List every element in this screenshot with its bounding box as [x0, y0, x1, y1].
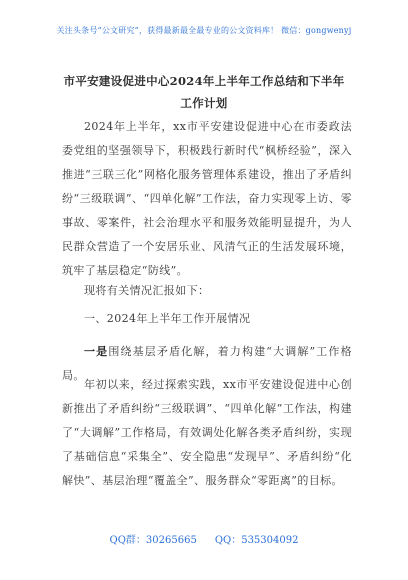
- intro-paragraph: 2024年上半年，xx市平安建设促进中心在市委政法委党组的坚强领导下，积极践行新时代“枫桥经验”，深入推进“三联三化”网格化服务管理体系建设，推出了矛盾纠纷“三级联调”、“四单化解”工作法，奋力实现零上访、零事故、零案件，社会治理水平和服务效能明显提升，为人民群众营造了一个安居乐业、风清气正的生活发展环境，筑牢了基层稳定“防线”。: [62, 120, 352, 277]
- subsection-lead: 一是: [84, 345, 109, 358]
- footer-contact: [0, 531, 408, 546]
- body-paragraph: 年初以来，经过探索实践，xx市平安建设促进中心创新推出了矛盾纠纷“三级联调”、“四单化解”工作法，构建了“大调解”工作格局，有效调处化解各类矛盾纠纷，实现了基础信息“采集全”、安全隐患“发现早”、矛盾纠纷“化解快”、基层治理“覆盖全”、服务群众“零距离”的目标。: [62, 378, 352, 487]
- page-title: 市平安建设促进中心2024年上半年工作总结和下半年工作计划: [63, 74, 345, 110]
- subsection-text: 围绕基层矛盾化解，着力构建“大调解”工作格局。: [62, 345, 352, 382]
- header-banner: 关注头条号“公文研究”，获得最新最全最专业的公文资料库！ 微信：gongwenyj: [56, 26, 352, 35]
- qq-group-label: QQ群：30265665: [109, 535, 197, 546]
- report-lead-paragraph: 现将有关情况汇报如下：: [84, 284, 210, 297]
- qq-contact-label: QQ：535304092: [214, 535, 299, 546]
- section-heading: 一、2024年上半年工作开展情况: [84, 312, 251, 325]
